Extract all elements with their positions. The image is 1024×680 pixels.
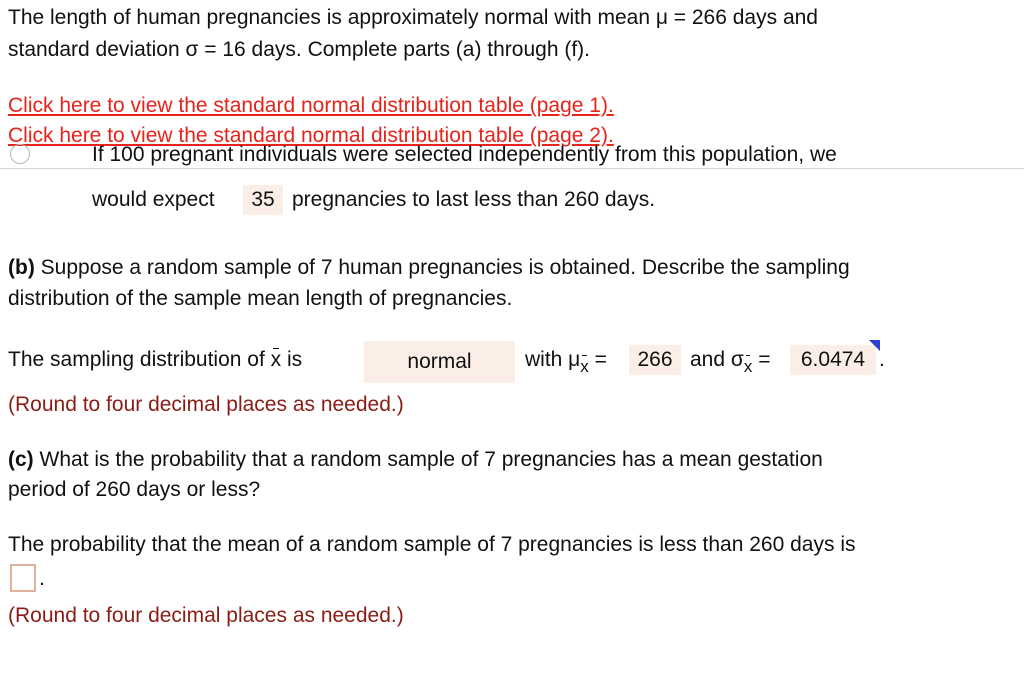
scrolled-part-a-line [0,143,1024,168]
sampling-sd-answer[interactable]: 6.0474 [790,345,876,375]
part-c-answer-text: The probability that the mean of a random sample of 7 pregnancies is less than 260 days is [8,533,856,556]
problem-line-1: The length of human pregnancies is approximately normal with mean μ = 266 days and [8,6,818,29]
part-c-question-text: What is the probability that a random sample of 7 pregnancies has a mean gestation [39,448,823,471]
mu-subscript: x [580,352,589,382]
part-c-question-line-1 [8,445,823,475]
clipped-part-a-text: If 100 pregnant individuals were selected independently from this population, we [92,143,837,166]
part-b-period: . [879,348,885,371]
x-bar-symbol: x [271,345,282,375]
distribution-shape-dropdown[interactable]: normal [364,341,515,383]
part-b-question-line-2: distribution of the sample mean length of pregnancies. [8,287,513,310]
part-c-label: (c) [8,448,34,471]
scroll-divider [0,168,1024,169]
part-c-period: . [39,567,45,590]
mean-label [525,345,607,376]
part-b-rounding-hint: (Round to four decimal places as needed.) [8,393,404,416]
with-mu-text: with μ [525,348,581,371]
and-sigma-text: and σ [690,348,744,371]
equals-sign-2: = [758,348,771,371]
part-b-question-text: Suppose a random sample of 7 human pregnancies is obtained. Describe the sampling [40,256,850,279]
part-a-prefix: would expect [92,188,215,211]
part-c-question-line-2: period of 260 days or less? [8,478,261,501]
sampling-prefix-text: The sampling distribution of [8,348,265,371]
equals-sign-1: = [594,348,607,371]
table-page2-link[interactable]: Click here to view the standard normal distribution table (page 2). [8,124,614,147]
sigma-subscript: x [744,352,753,382]
sd-label [690,345,770,376]
problem-line-2: standard deviation σ = 16 days. Complete parts (a) through (f). [8,38,591,61]
sampling-mean-answer[interactable]: 266 [629,345,681,375]
is-text: is [287,348,303,371]
part-b-question-line-1 [8,253,850,283]
part-a-suffix: pregnancies to last less than 260 days. [292,188,656,211]
part-b-label: (b) [8,256,35,279]
part-a-answer[interactable]: 35 [243,185,283,215]
part-b-answer-prefix [8,345,302,375]
table-page1-link[interactable]: Click here to view the standard normal distribution table (page 1). [8,94,614,117]
probability-answer-input[interactable] [10,564,36,592]
radio-circle-icon [10,144,30,164]
part-c-rounding-hint: (Round to four decimal places as needed.) [8,604,404,627]
